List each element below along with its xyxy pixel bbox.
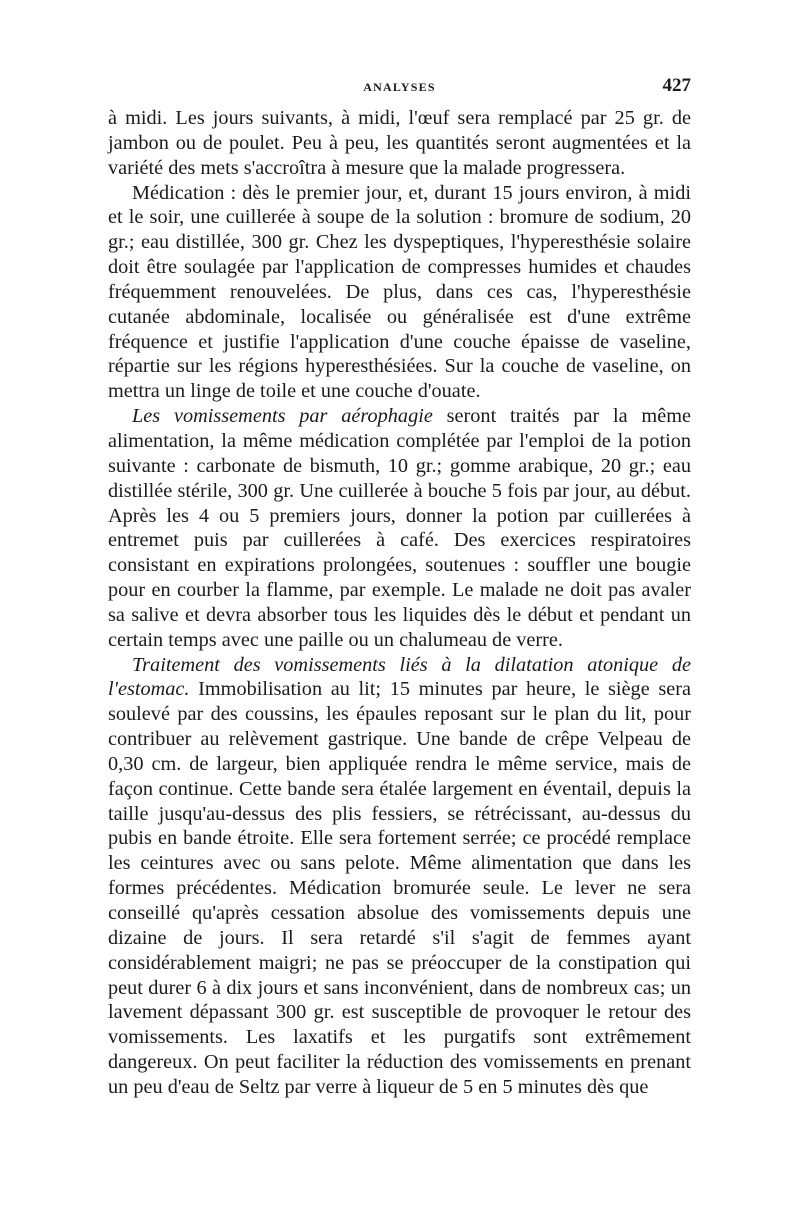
paragraph-3-text: seront traités par la même alimentation, la même médication complétée par l'emploi de la potion suivante : carbonate de bismuth, 10 gr.; gomme arabique, 20 gr.; eau distillée stérile, 300 gr. Une cuillerée à bouche 5 fois par jour, au début. Après les 4 ou 5 premiers jours, donner la potion par cuillerées à entremet puis par cuillerées à café. Des exercices respiratoires consistant en expirations prolongées, soutenues : souffler une bougie pour en courber la flamme, par exemple. Le malade ne doit pas avaler sa salive et devra absorber tous les liquides dès le début et pendant un certain temps avec une paille ou un chalumeau de verre. (108, 405, 691, 651)
paragraph-1-text: à midi. Les jours suivants, à midi, l'œuf sera remplacé par 25 gr. de jambon ou de poulet. Peu à peu, les quantités seront augmentées et la variété des mets s'accroîtra à mesure que la malade progressera. (108, 107, 691, 179)
paragraph-4-lead: Traitement des vomissements liés à la dilatation atonique de l'estomac. (108, 653, 691, 701)
document-page (108, 74, 691, 1100)
page-header (108, 74, 691, 100)
paragraph-4-text: Immobilisation au lit; 15 minutes par heure, le siège sera soulevé par des coussins, les épaules reposant sur le plan du lit, pour contribuer au relèvement gastrique. Une bande de crêpe Velpeau de 0,30 cm. de largeur, bien appliquée rendra le même service, mais de façon continue. Cette bande sera étalée largement en éventail, depuis la taille jusqu'au-dessus des plis fessiers, se rétrécissant, au-dessus du pubis en bande étroite. Elle sera fortement serrée; ce procédé remplace les ceintures avec ou sans pelote. Même alimentation que dans les formes précédentes. Médication bromurée seule. Le lever ne sera conseillé qu'après cessation absolue des vomissements depuis une dizaine de jours. Il sera retardé s'il s'agit de femmes ayant considérablement maigri; ne pas se préoccuper de la constipation qui peut durer 6 à dix jours et sans inconvénient, dans de nombreux cas; un lavement dépassant 300 gr. est susceptible de provoquer le retour des vomissements. Les laxatifs et les purgatifs sont extrêmement dangereux. On peut faciliter la réduction des vomissements en prenant un peu d'eau de Seltz par verre à liqueur de 5 en 5 minutes dès que (108, 678, 691, 1098)
body-text (108, 106, 691, 1100)
page-number: 427 (662, 75, 691, 96)
paragraph-4 (108, 653, 691, 1100)
paragraph-2 (108, 181, 691, 405)
paragraph-3 (108, 404, 691, 652)
paragraph-1 (108, 106, 691, 181)
running-title: ANALYSES (363, 80, 436, 94)
paragraph-2-text: Médication : dès le premier jour, et, durant 15 jours environ, à midi et le soir, une cuillerée à soupe de la solution : bromure de sodium, 20 gr.; eau distillée, 300 gr. Chez les dyspeptiques, l'hyperesthésie solaire doit être soulagée par l'application de compresses humides et chaudes fréquemment renouvelées. De plus, dans ces cas, l'hyperesthésie cutanée abdominale, localisée ou généralisée est d'une extrême fréquence et justifie l'application d'une couche épaisse de vaseline, répartie sur les régions hyperesthésiées. Sur la couche de vaseline, on mettra un linge de toile et une couche d'ouate. (108, 181, 691, 403)
paragraph-3-lead: Les vomissements par aérophagie (132, 405, 433, 428)
